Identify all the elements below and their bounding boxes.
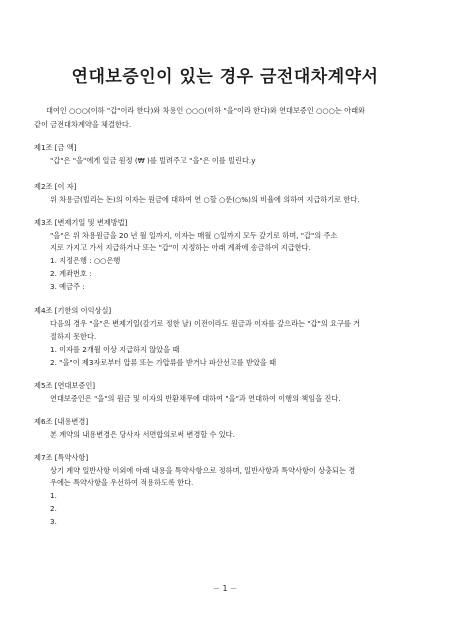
article-2-heading: 제2조 [이 자] [34, 182, 77, 191]
article-3-line-1: "을"은 위 차용원금을 20 년 월 일까지, 이자는 매월 ○일까지 모두 갚기로 하며, "갑"의 주소 [50, 231, 338, 240]
article-4-line-2: 절하지 못한다. [50, 332, 97, 341]
article-2-line-1: 위 차용금(빌리는 돈)의 이자는 원금에 대하여 연 ○할 ○푼(○%)의 비율에 의하여 지급하기로 한다. [50, 195, 360, 204]
article-3-line-5: 3. 예금주 : [50, 282, 85, 291]
article-3-line-2: 지로 가지고 가서 지급하거나 또는 "갑"이 지정하는 아래 계좌에 송금하여 지급한다. [50, 243, 311, 252]
article-3-heading: 제3조 [변제기일 및 변제방법] [34, 218, 128, 227]
article-1-heading: 제1조 [금 액] [34, 143, 77, 152]
article-7-line-1: 상기 계약 일반사항 이외에 아래 내용을 특약사항으로 정하며, 일반사항과 특약사항이 상충되는 경 [50, 466, 356, 475]
article-7-line-5: 3. [50, 517, 57, 526]
article-1-line-1: "갑"은 "을"에게 일금 원정 (₩ )를 빌려주고 "을"은 이를 빌린다.y [50, 156, 256, 165]
document-title: 연대보증인이 있는 경우 금전대차계약서 [71, 67, 379, 87]
intro-line-2: 같이 금전대차계약을 체결한다. [34, 120, 132, 129]
article-3-line-4: 2. 계좌번호 : [50, 269, 92, 278]
article-4-line-3: 1. 이자를 2개월 이상 지급하지 않았을 때 [50, 345, 180, 354]
article-6-line-1: 본 계약의 내용변경은 당사자 서면합의로써 변경할 수 있다. [50, 430, 235, 439]
article-7-heading: 제7조 [특약사항] [34, 453, 89, 462]
article-7-line-2: 우에는 특약사항을 우선하여 적용하도록 한다. [50, 478, 194, 487]
article-7-line-4: 2. [50, 504, 57, 513]
intro-line-1: 대여인 ○○○(이하 "갑"이라 한다)와 차용인 ○○○(이하 "을"이라 한다)와 연대보증인 ○○○는 아래와 [46, 106, 365, 115]
article-5-line-1: 연대보증인은 "을"의 원금 및 이자의 반환채무에 대하여 "을"과 연대하여 이행의 책임을 진다. [50, 394, 341, 403]
page-number: － 1 － [212, 584, 238, 593]
article-5-heading: 제5조 [연대보증인] [34, 381, 96, 390]
article-4-heading: 제4조 [기한의 이익상실] [34, 306, 112, 315]
article-3-line-3: 1. 지정은행 : ○○은행 [50, 256, 121, 265]
article-4-line-4: 2. "을"이 제3자로부터 압류 또는 가압류를 받거나 파산선고를 받았을 때 [50, 358, 277, 367]
article-7-line-3: 1. [50, 491, 57, 500]
article-6-heading: 제6조 [내용변경] [34, 417, 89, 426]
article-4-line-1: 다음의 경우 "을"은 변제기일(갚기로 정한 날) 이전이라도 원금과 이자를 갚으라는 "갑"의 요구를 거 [50, 319, 361, 328]
